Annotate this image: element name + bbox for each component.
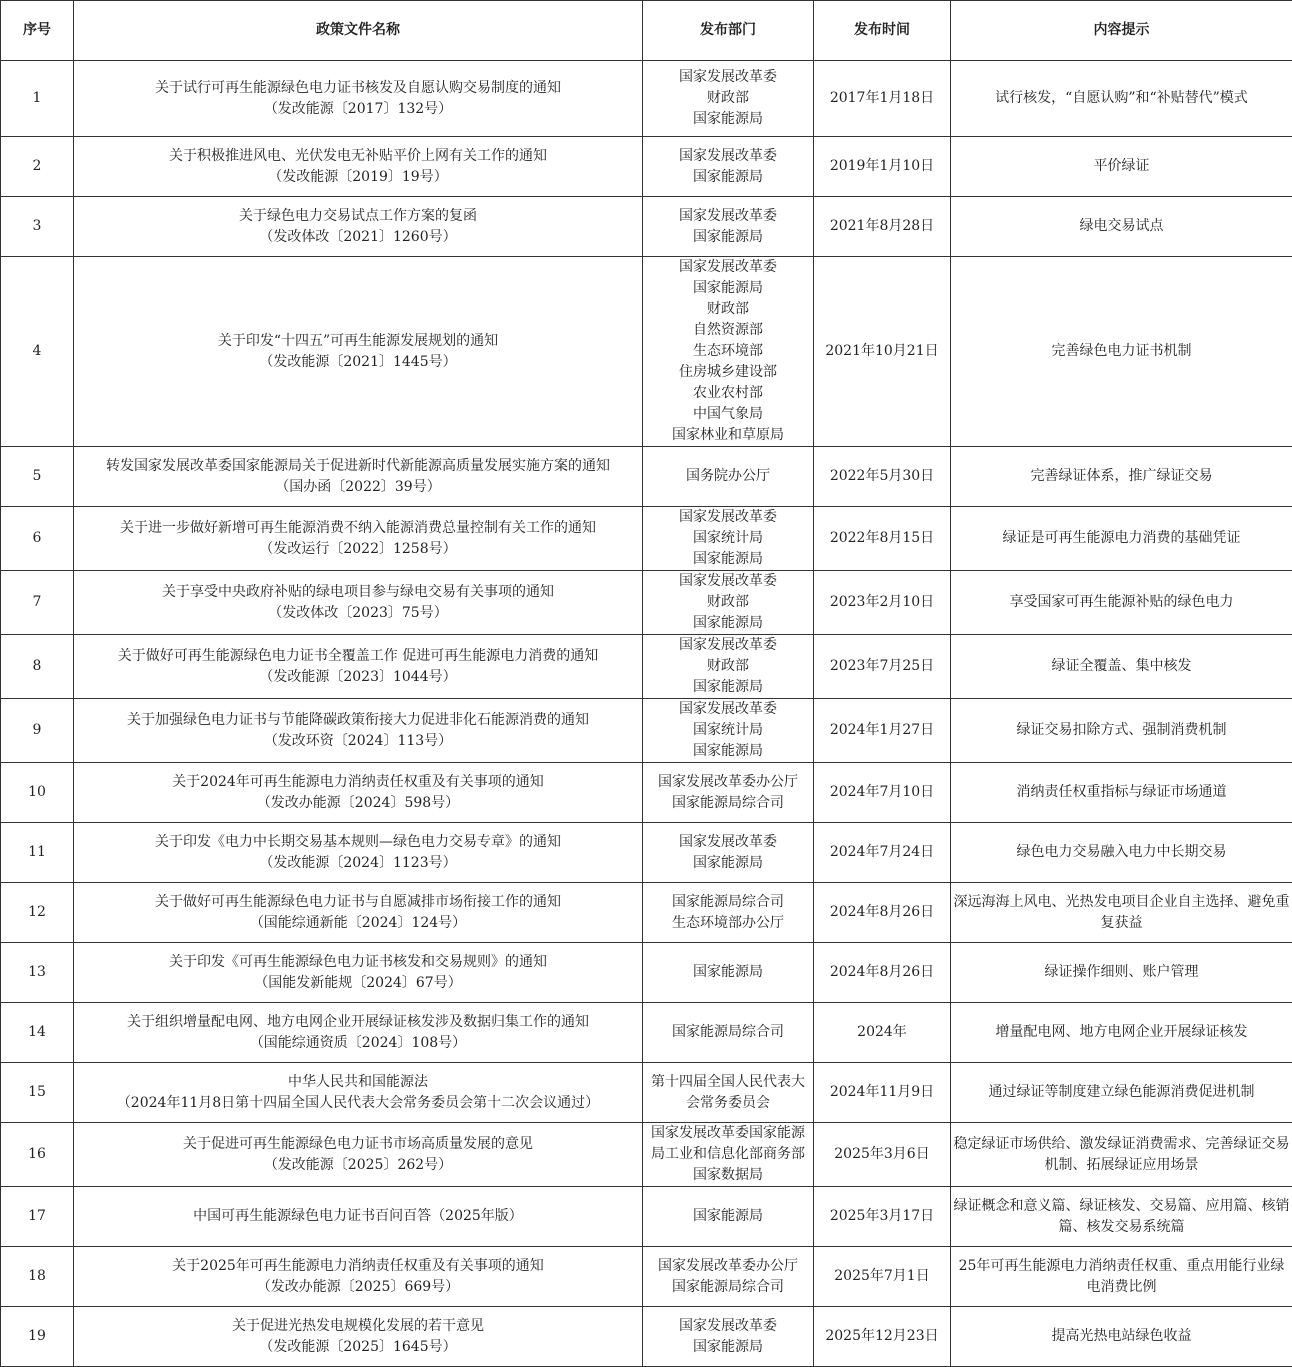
- cell-note: 试行核发，“自愿认购”和“补贴替代”模式: [951, 61, 1292, 137]
- policy-title: 关于享受中央政府补贴的绿电项目参与绿电交易有关事项的通知: [76, 582, 640, 603]
- department: 自然资源部: [645, 320, 811, 341]
- cell-date: 2024年8月26日: [814, 883, 951, 943]
- cell-no: 10: [1, 763, 74, 823]
- cell-title: [74, 1063, 643, 1123]
- department: 住房城乡建设部: [645, 362, 811, 383]
- doc-number: （发改办能源〔2024〕598号）: [76, 793, 640, 814]
- department: 国家发展改革委国家能源局工业和信息化部商务部国家数据局: [645, 1123, 811, 1186]
- table-row: [1, 699, 1292, 763]
- cell-title: [74, 699, 643, 763]
- cell-date: 2023年7月25日: [814, 635, 951, 699]
- policy-title: 关于加强绿色电力证书与节能降碳政策衔接大力促进非化石能源消费的通知: [76, 710, 640, 731]
- cell-title: [74, 1247, 643, 1307]
- doc-number: （国办函〔2022〕39号）: [76, 477, 640, 498]
- doc-number: （发改体改〔2023〕75号）: [76, 603, 640, 624]
- cell-note: 25年可再生能源电力消纳责任权重、重点用能行业绿电消费比例: [951, 1247, 1292, 1307]
- department: 国家能源局: [645, 1206, 811, 1227]
- cell-note: 稳定绿证市场供给、激发绿证消费需求、完善绿证交易机制、拓展绿证应用场景: [951, 1123, 1292, 1187]
- cell-date: 2022年5月30日: [814, 447, 951, 507]
- doc-number: （发改能源〔2017〕132号）: [76, 99, 640, 120]
- cell-note: 绿证操作细则、账户管理: [951, 943, 1292, 1003]
- doc-number: （发改能源〔2025〕1645号）: [76, 1337, 640, 1358]
- doc-number: （发改环资〔2024〕113号）: [76, 731, 640, 752]
- department: 国家能源局: [645, 741, 811, 762]
- doc-number: （发改能源〔2021〕1445号）: [76, 352, 640, 373]
- department: 国家能源局: [645, 227, 811, 248]
- cell-no: 16: [1, 1123, 74, 1187]
- cell-date: 2019年1月10日: [814, 137, 951, 197]
- department: 国家能源局: [645, 613, 811, 634]
- cell-dept: [643, 1247, 814, 1307]
- header-dept: 发布部门: [643, 1, 814, 61]
- cell-date: 2025年3月6日: [814, 1123, 951, 1187]
- policy-title: 关于试行可再生能源绿色电力证书核发及自愿认购交易制度的通知: [76, 78, 640, 99]
- table-row: [1, 1063, 1292, 1123]
- cell-title: [74, 1307, 643, 1367]
- policy-title: 关于2024年可再生能源电力消纳责任权重及有关事项的通知: [76, 772, 640, 793]
- policy-title: 转发国家发展改革委国家能源局关于促进新时代新能源高质量发展实施方案的通知: [76, 456, 640, 477]
- cell-date: 2025年12月23日: [814, 1307, 951, 1367]
- doc-number: （发改办能源〔2025〕669号）: [76, 1277, 640, 1298]
- cell-date: 2024年11月9日: [814, 1063, 951, 1123]
- cell-title: [74, 197, 643, 257]
- cell-note: 深远海海上风电、光热发电项目企业自主选择、避免重复获益: [951, 883, 1292, 943]
- cell-note: 绿证是可再生能源电力消费的基础凭证: [951, 507, 1292, 571]
- cell-date: 2024年1月27日: [814, 699, 951, 763]
- doc-number: （发改能源〔2024〕1123号）: [76, 853, 640, 874]
- cell-dept: [643, 507, 814, 571]
- cell-title: [74, 883, 643, 943]
- cell-no: 3: [1, 197, 74, 257]
- cell-dept: [643, 1187, 814, 1247]
- cell-dept: [643, 823, 814, 883]
- doc-number: （2024年11月8日第十四届全国人民代表大会常务委员会第十二次会议通过）: [76, 1093, 640, 1114]
- cell-dept: [643, 635, 814, 699]
- cell-date: 2017年1月18日: [814, 61, 951, 137]
- table-row: [1, 137, 1292, 197]
- cell-title: [74, 447, 643, 507]
- cell-dept: [643, 883, 814, 943]
- cell-no: 17: [1, 1187, 74, 1247]
- table-row: [1, 823, 1292, 883]
- policy-title: 关于做好可再生能源绿色电力证书与自愿减排市场衔接工作的通知: [76, 892, 640, 913]
- department: 财政部: [645, 299, 811, 320]
- cell-no: 11: [1, 823, 74, 883]
- cell-no: 9: [1, 699, 74, 763]
- department: 国家能源局: [645, 109, 811, 130]
- department: 国家发展改革委: [645, 635, 811, 656]
- cell-title: [74, 823, 643, 883]
- doc-number: （国能综通新能〔2024〕124号）: [76, 913, 640, 934]
- table-body: [1, 61, 1292, 1367]
- table-row: [1, 447, 1292, 507]
- department: 国家发展改革委: [645, 507, 811, 528]
- cell-date: 2024年7月24日: [814, 823, 951, 883]
- department: 国家能源局: [645, 167, 811, 188]
- cell-title: [74, 1123, 643, 1187]
- policy-title: 关于促进光热发电规模化发展的若干意见: [76, 1316, 640, 1337]
- cell-note: 增量配电网、地方电网企业开展绿证核发: [951, 1003, 1292, 1063]
- department: 国家能源局综合司: [645, 1022, 811, 1043]
- department: 农业农村部: [645, 383, 811, 404]
- department: 国家统计局: [645, 720, 811, 741]
- header-title: 政策文件名称: [74, 1, 643, 61]
- cell-date: 2021年10月21日: [814, 257, 951, 447]
- cell-title: [74, 257, 643, 447]
- table-row: [1, 1247, 1292, 1307]
- cell-no: 1: [1, 61, 74, 137]
- cell-no: 2: [1, 137, 74, 197]
- doc-number: （发改能源〔2023〕1044号）: [76, 667, 640, 688]
- department: 财政部: [645, 592, 811, 613]
- table-row: [1, 763, 1292, 823]
- department: 国家发展改革委: [645, 1316, 811, 1337]
- cell-no: 14: [1, 1003, 74, 1063]
- doc-number: （发改能源〔2025〕262号）: [76, 1155, 640, 1176]
- cell-dept: [643, 137, 814, 197]
- cell-date: 2021年8月28日: [814, 197, 951, 257]
- doc-number: （发改能源〔2019〕19号）: [76, 167, 640, 188]
- department: 国家发展改革委: [645, 206, 811, 227]
- doc-number: （国能综通资质〔2024〕108号）: [76, 1033, 640, 1054]
- cell-dept: [643, 61, 814, 137]
- policy-title: 中华人民共和国能源法: [76, 1072, 640, 1093]
- cell-title: [74, 763, 643, 823]
- department: 国家能源局: [645, 677, 811, 698]
- table-row: [1, 1187, 1292, 1247]
- cell-note: 绿证全覆盖、集中核发: [951, 635, 1292, 699]
- cell-note: 绿证概念和意义篇、绿证核发、交易篇、应用篇、核销篇、核发交易系统篇: [951, 1187, 1292, 1247]
- policy-title: 关于印发《可再生能源绿色电力证书核发和交易规则》的通知: [76, 952, 640, 973]
- department: 国家能源局: [645, 1337, 811, 1358]
- cell-date: 2024年8月26日: [814, 943, 951, 1003]
- cell-no: 5: [1, 447, 74, 507]
- department: 国家林业和草原局: [645, 425, 811, 446]
- header-date: 发布时间: [814, 1, 951, 61]
- cell-dept: [643, 1123, 814, 1187]
- table-row: [1, 635, 1292, 699]
- table-row: [1, 197, 1292, 257]
- cell-title: [74, 635, 643, 699]
- department: 国家统计局: [645, 528, 811, 549]
- table-row: [1, 61, 1292, 137]
- cell-dept: [643, 1003, 814, 1063]
- department: 第十四届全国人民代表大会常务委员会: [645, 1072, 811, 1114]
- department: 国家发展改革委: [645, 699, 811, 720]
- doc-number: （国能发新能规〔2024〕67号）: [76, 973, 640, 994]
- cell-note: 完善绿证体系，推广绿证交易: [951, 447, 1292, 507]
- department: 国家发展改革委: [645, 832, 811, 853]
- department: 财政部: [645, 656, 811, 677]
- policy-title: 中国可再生能源绿色电力证书百问百答（2025年版）: [76, 1206, 640, 1227]
- department: 财政部: [645, 88, 811, 109]
- table-row: [1, 883, 1292, 943]
- table-row: [1, 943, 1292, 1003]
- department: 国家发展改革委: [645, 146, 811, 167]
- cell-no: 18: [1, 1247, 74, 1307]
- cell-note: 绿电交易试点: [951, 197, 1292, 257]
- cell-title: [74, 571, 643, 635]
- cell-title: [74, 137, 643, 197]
- table-row: [1, 1003, 1292, 1063]
- policy-title: 关于绿色电力交易试点工作方案的复函: [76, 206, 640, 227]
- cell-dept: [643, 943, 814, 1003]
- department: 生态环境部: [645, 341, 811, 362]
- department: 中国气象局: [645, 404, 811, 425]
- cell-note: 绿色电力交易融入电力中长期交易: [951, 823, 1292, 883]
- cell-title: [74, 507, 643, 571]
- cell-no: 15: [1, 1063, 74, 1123]
- department: 国家发展改革委办公厅: [645, 1256, 811, 1277]
- cell-dept: [643, 763, 814, 823]
- cell-dept: [643, 197, 814, 257]
- department: 国家能源局综合司: [645, 793, 811, 814]
- department: 生态环境部办公厅: [645, 913, 811, 934]
- table-row: [1, 507, 1292, 571]
- policy-title: 关于进一步做好新增可再生能源消费不纳入能源消费总量控制有关工作的通知: [76, 518, 640, 539]
- header-no: 序号: [1, 1, 74, 61]
- table-header-row: [1, 1, 1292, 61]
- cell-title: [74, 1187, 643, 1247]
- department: 国家能源局综合司: [645, 892, 811, 913]
- cell-date: 2024年: [814, 1003, 951, 1063]
- cell-no: 19: [1, 1307, 74, 1367]
- cell-dept: [643, 1063, 814, 1123]
- department: 国家发展改革委: [645, 257, 811, 278]
- cell-dept: [643, 571, 814, 635]
- doc-number: （发改运行〔2022〕1258号）: [76, 539, 640, 560]
- cell-title: [74, 943, 643, 1003]
- department: 国家能源局: [645, 278, 811, 299]
- cell-title: [74, 1003, 643, 1063]
- cell-date: 2022年8月15日: [814, 507, 951, 571]
- table-row: [1, 1123, 1292, 1187]
- table-row: [1, 1307, 1292, 1367]
- cell-note: 享受国家可再生能源补贴的绿色电力: [951, 571, 1292, 635]
- policy-title: 关于印发“十四五”可再生能源发展规划的通知: [76, 331, 640, 352]
- policy-title: 关于组织增量配电网、地方电网企业开展绿证核发涉及数据归集工作的通知: [76, 1012, 640, 1033]
- cell-date: 2023年2月10日: [814, 571, 951, 635]
- department: 国家能源局综合司: [645, 1277, 811, 1298]
- cell-note: 通过绿证等制度建立绿色能源消费促进机制: [951, 1063, 1292, 1123]
- cell-no: 6: [1, 507, 74, 571]
- cell-dept: [643, 257, 814, 447]
- header-note: 内容提示: [951, 1, 1292, 61]
- cell-note: 消纳责任权重指标与绿证市场通道: [951, 763, 1292, 823]
- table-row: [1, 257, 1292, 447]
- cell-dept: [643, 447, 814, 507]
- cell-date: 2025年7月1日: [814, 1247, 951, 1307]
- policy-title: 关于2025年可再生能源电力消纳责任权重及有关事项的通知: [76, 1256, 640, 1277]
- department: 国家发展改革委: [645, 67, 811, 88]
- cell-note: 完善绿色电力证书机制: [951, 257, 1292, 447]
- cell-dept: [643, 699, 814, 763]
- cell-no: 7: [1, 571, 74, 635]
- department: 国家能源局: [645, 853, 811, 874]
- cell-no: 12: [1, 883, 74, 943]
- cell-no: 13: [1, 943, 74, 1003]
- cell-no: 4: [1, 257, 74, 447]
- department: 国家能源局: [645, 962, 811, 983]
- cell-date: 2025年3月17日: [814, 1187, 951, 1247]
- cell-title: [74, 61, 643, 137]
- cell-note: 平价绿证: [951, 137, 1292, 197]
- department: 国家发展改革委办公厅: [645, 772, 811, 793]
- doc-number: （发改体改〔2021〕1260号）: [76, 227, 640, 248]
- cell-dept: [643, 1307, 814, 1367]
- table-row: [1, 571, 1292, 635]
- cell-note: 绿证交易扣除方式、强制消费机制: [951, 699, 1292, 763]
- department: 国务院办公厅: [645, 466, 811, 487]
- cell-date: 2024年7月10日: [814, 763, 951, 823]
- cell-no: 8: [1, 635, 74, 699]
- cell-note: 提高光热电站绿色收益: [951, 1307, 1292, 1367]
- department: 国家能源局: [645, 549, 811, 570]
- policy-title: 关于积极推进风电、光伏发电无补贴平价上网有关工作的通知: [76, 146, 640, 167]
- policy-title: 关于印发《电力中长期交易基本规则—绿色电力交易专章》的通知: [76, 832, 640, 853]
- policy-title: 关于做好可再生能源绿色电力证书全覆盖工作 促进可再生能源电力消费的通知: [76, 646, 640, 667]
- policy-title: 关于促进可再生能源绿色电力证书市场高质量发展的意见: [76, 1134, 640, 1155]
- department: 国家发展改革委: [645, 571, 811, 592]
